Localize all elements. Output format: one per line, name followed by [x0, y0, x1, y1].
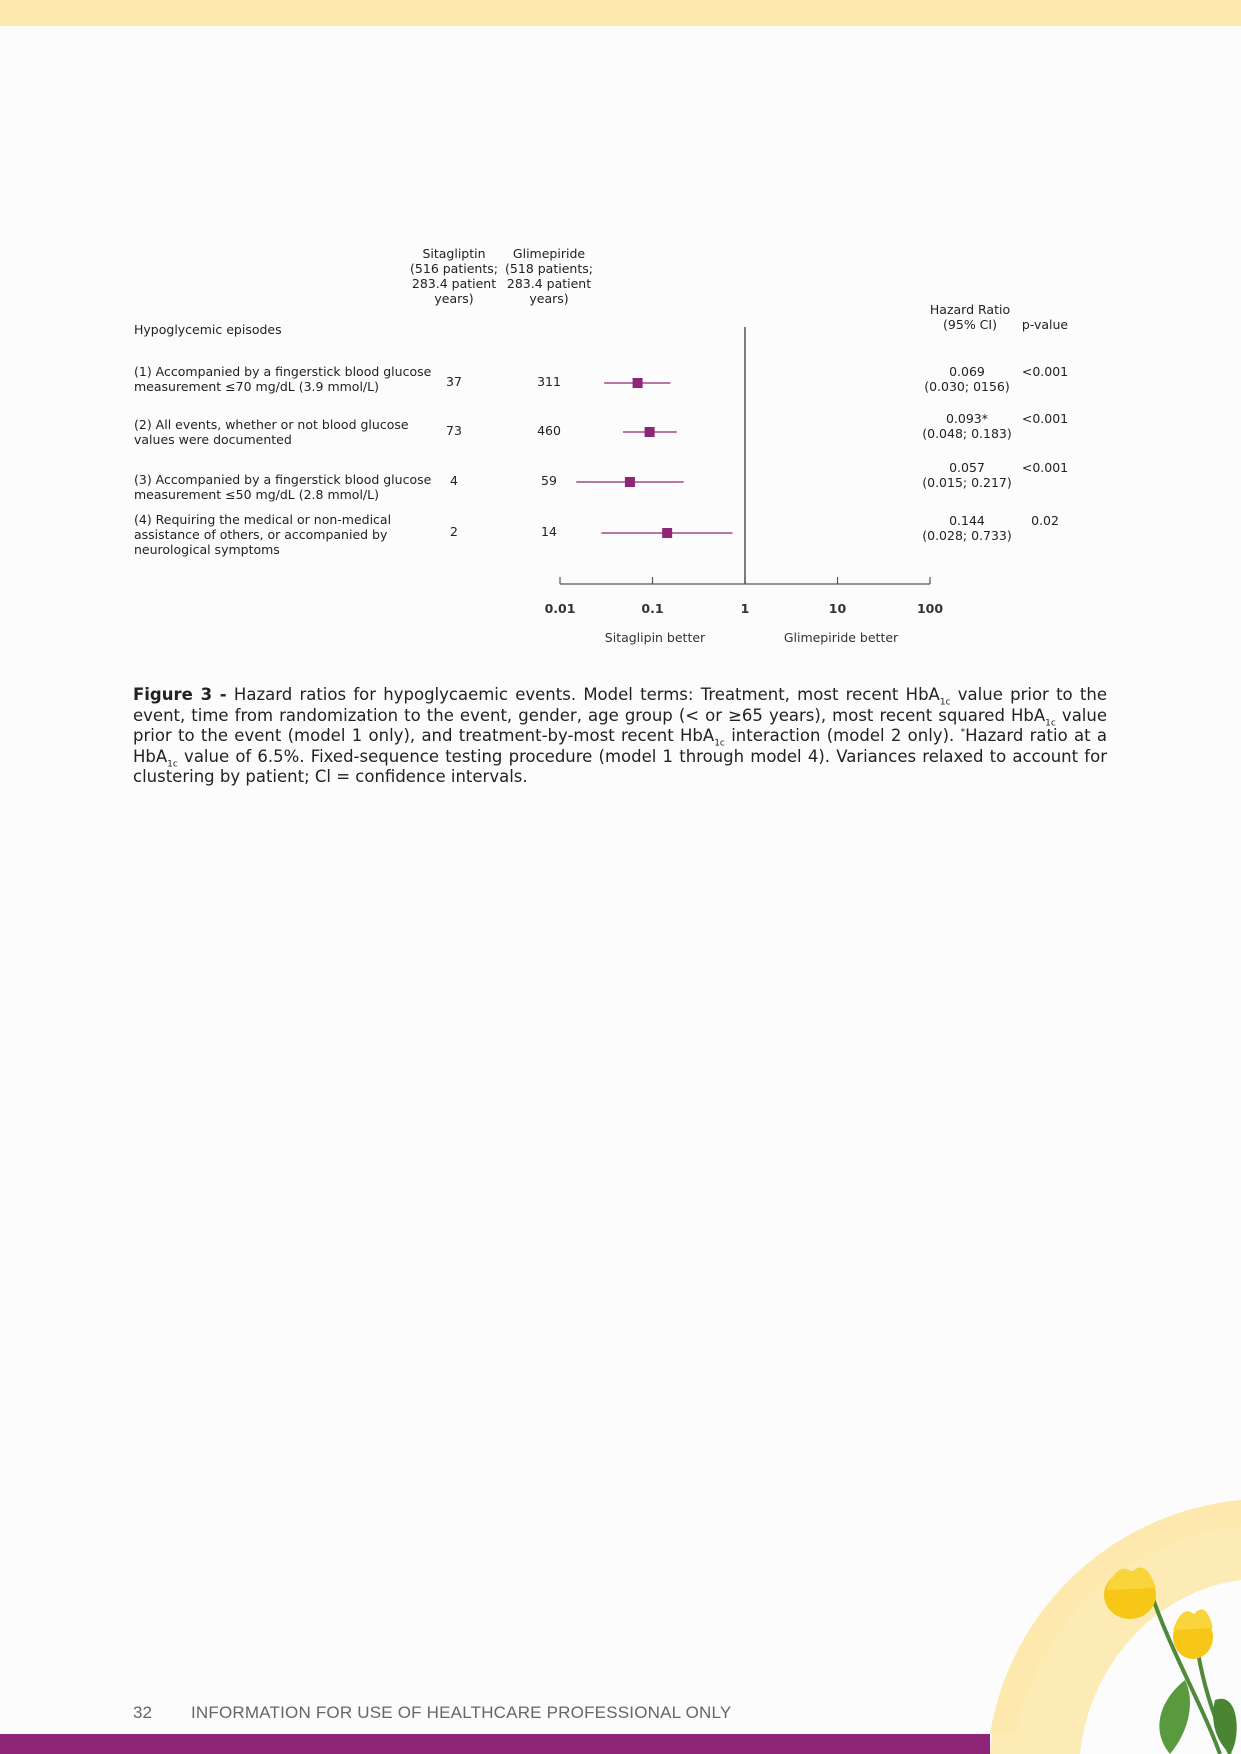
x-tick-label: 0.1	[641, 601, 664, 616]
hazard-ratio-value: 0.093* (0.048; 0.183)	[922, 411, 1012, 441]
hazard-ratio-marker	[645, 427, 655, 437]
sitagliptin-column-header: Sitagliptin (516 patients; 283.4 patient years)	[410, 246, 498, 306]
glimepiride-column-header: Glimepiride (518 patients; 283.4 patient years)	[505, 246, 593, 306]
x-tick-label: 1	[740, 601, 750, 616]
caption-sub: 1c	[939, 697, 951, 708]
row-label: (2) All events, whether or not blood glucose values were documented	[134, 417, 409, 447]
caption-bold: Figure 3 -	[133, 685, 227, 704]
glimepiride-count: 59	[541, 473, 557, 488]
glimepiride-count: 311	[537, 374, 561, 389]
caption-sub: 1c	[714, 738, 725, 749]
caption-sub: 1c	[167, 758, 178, 769]
forest-plot	[0, 0, 1241, 700]
caption-text: value prior to the event, time from randomization to the event, gender, age group (< or ≥65 years), most recent squared HbA	[133, 685, 1107, 725]
x-tick-label: 100	[916, 601, 944, 616]
x-tick-label: 10	[828, 601, 847, 616]
caption-text: value prior to the event (model 1 only), and treatment-by-most recent HbA	[133, 705, 1107, 745]
row-label: (3) Accompanied by a fingerstick blood glucose measurement ≤50 mg/dL (2.8 mmol/L)	[134, 472, 432, 502]
sitagliptin-count: 37	[446, 374, 462, 389]
caption-text: Hazard ratios for hypoglycaemic events. Model terms: Treatment, most recent HbA	[226, 685, 940, 704]
hazard-ratio-marker	[662, 528, 672, 538]
hazard-ratio-value: 0.057 (0.015; 0.217)	[922, 460, 1012, 490]
caption-text: interaction (model 2 only).	[724, 726, 961, 745]
hazard-ratio-value: 0.144 (0.028; 0.733)	[922, 513, 1012, 543]
caption-star: *	[960, 727, 966, 738]
row-label: (1) Accompanied by a fingerstick blood glucose measurement ≤70 mg/dL (3.9 mmol/L)	[134, 364, 432, 394]
p-value: <0.001	[1021, 411, 1069, 426]
hazard-ratio-marker	[633, 378, 643, 388]
page-number: 32	[133, 1703, 152, 1722]
sitagliptin-count: 4	[450, 473, 458, 488]
p-value-column-header: p-value	[1021, 317, 1069, 332]
glimepiride-count: 460	[537, 423, 561, 438]
hazard-ratio-marker	[625, 477, 635, 487]
left-direction-label: Sitaglipin better	[604, 630, 706, 645]
caption-text: value of 6.5%. Fixed-sequence testing procedure (model 1 through model 4). Variances relaxed to account for clustering by patient; Cl = confidence intervals.	[133, 746, 1107, 786]
p-value: <0.001	[1021, 460, 1069, 475]
caption-text: Hazard ratio at a HbA	[133, 726, 1108, 766]
caption-sub: 1c	[1045, 717, 1056, 728]
footer-text: INFORMATION FOR USE OF HEALTHCARE PROFESSIONAL ONLY	[191, 1703, 732, 1722]
sitagliptin-count: 2	[450, 524, 458, 539]
x-tick-label: 0.01	[544, 601, 576, 616]
glimepiride-count: 14	[541, 524, 557, 539]
hazard-ratio-value: 0.069 (0.030; 0156)	[924, 364, 1010, 394]
row-label: (4) Requiring the medical or non-medical assistance of others, or accompanied by neurological symptoms	[134, 512, 392, 557]
bottom-decorative-band	[0, 1734, 990, 1754]
right-direction-label: Glimepiride better	[783, 630, 899, 645]
sitagliptin-count: 73	[446, 423, 462, 438]
p-value: <0.001	[1021, 364, 1069, 379]
p-value: 0.02	[1031, 513, 1059, 528]
hazard-ratio-column-header: Hazard Ratio (95% CI)	[929, 302, 1011, 332]
figure-caption	[133, 685, 1107, 788]
row-group-label: Hypoglycemic episodes	[134, 322, 282, 337]
